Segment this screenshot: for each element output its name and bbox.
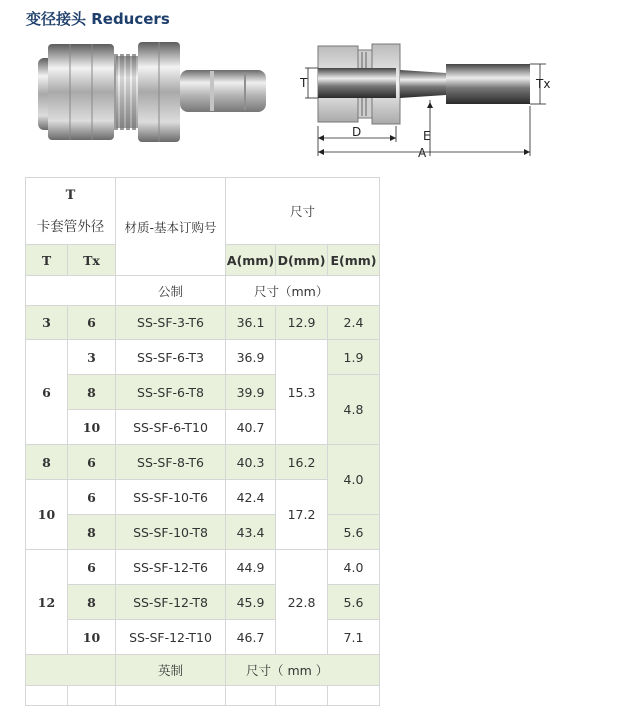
table-row [26, 445, 380, 480]
cell-tx: 8 [68, 585, 116, 620]
cell-e: 7.1 [328, 620, 380, 655]
cell-a: 36.1 [226, 306, 276, 340]
cell-a: 36.9 [226, 340, 276, 375]
col-header-e: E(mm) [328, 245, 380, 276]
cell-code: SS-SF-8-T6 [116, 445, 226, 480]
cell-a: 43.4 [226, 515, 276, 550]
diagram-label-e: E [423, 129, 431, 143]
reducer-spec-table [25, 177, 380, 706]
cell-code: SS-SF-12-T6 [116, 550, 226, 585]
cell-e: 4.8 [328, 375, 380, 445]
cell-tx: 3 [68, 340, 116, 375]
cell-t: 8 [26, 445, 68, 480]
cell-e: 4.0 [328, 550, 380, 585]
cell-t: 6 [26, 340, 68, 445]
cell-tx: 8 [68, 515, 116, 550]
cell-t: 12 [26, 550, 68, 655]
header-t: T [65, 187, 76, 203]
cell-tx: 6 [68, 306, 116, 340]
cell-e: 1.9 [328, 340, 380, 375]
cell-a: 45.9 [226, 585, 276, 620]
header-t-desc: 卡套管外径 [36, 218, 105, 235]
cell-t: 3 [26, 306, 68, 340]
diagram-label-a: A [418, 146, 427, 160]
table-row [26, 340, 380, 375]
cell-d: 22.8 [276, 550, 328, 655]
diagram-label-t: T [300, 76, 308, 90]
cell-a: 44.9 [226, 550, 276, 585]
page-title: 变径接头 Reducers [26, 10, 170, 28]
diagram-label-d: D [352, 125, 362, 139]
cell-tx: 10 [68, 620, 116, 655]
cell-code: SS-SF-6-T10 [116, 410, 226, 445]
col-header-t: T [26, 245, 68, 276]
reducer-product-photo [30, 38, 275, 146]
cell-code: SS-SF-6-T3 [116, 340, 226, 375]
header-size: 尺寸 [226, 178, 380, 245]
cell-tx: 6 [68, 550, 116, 585]
cell-tx: 8 [68, 375, 116, 410]
reducer-dimension-diagram [296, 38, 556, 163]
section-metric-label: 公制 [116, 276, 226, 306]
cell-d: 16.2 [276, 445, 328, 480]
cell-e: 4.0 [328, 445, 380, 515]
cell-a: 39.9 [226, 375, 276, 410]
diagram-label-tx: Tx [536, 77, 551, 91]
col-header-tx: Tx [68, 245, 116, 276]
cell-a: 42.4 [226, 480, 276, 515]
cell-d: 17.2 [276, 480, 328, 550]
cell-a: 40.7 [226, 410, 276, 445]
cell-code: SS-SF-12-T10 [116, 620, 226, 655]
header-t-cell [26, 178, 116, 245]
section-metric-size: 尺寸（mm） [226, 276, 380, 306]
cell-a: 40.3 [226, 445, 276, 480]
header-material: 材质-基本订购号 [116, 178, 226, 276]
table-row [26, 480, 380, 515]
col-header-d: D(mm) [276, 245, 328, 276]
cell-code: SS-SF-6-T8 [116, 375, 226, 410]
cell-e: 5.6 [328, 515, 380, 550]
cell-code: SS-SF-10-T8 [116, 515, 226, 550]
cell-e: 2.4 [328, 306, 380, 340]
section-imperial-size: 尺寸（ mm ） [226, 655, 380, 686]
cell-tx: 6 [68, 445, 116, 480]
cell-tx: 6 [68, 480, 116, 515]
cell-a: 46.7 [226, 620, 276, 655]
cell-tx: 10 [68, 410, 116, 445]
cell-code: SS-SF-10-T6 [116, 480, 226, 515]
cell-d: 15.3 [276, 340, 328, 445]
cell-d: 12.9 [276, 306, 328, 340]
cell-code: SS-SF-3-T6 [116, 306, 226, 340]
cell-e: 5.6 [328, 585, 380, 620]
cell-code: SS-SF-12-T8 [116, 585, 226, 620]
table-row [26, 550, 380, 585]
section-imperial-label: 英制 [116, 655, 226, 686]
table-row [26, 306, 380, 340]
col-header-a: A(mm) [226, 245, 276, 276]
cell-t: 10 [26, 480, 68, 550]
